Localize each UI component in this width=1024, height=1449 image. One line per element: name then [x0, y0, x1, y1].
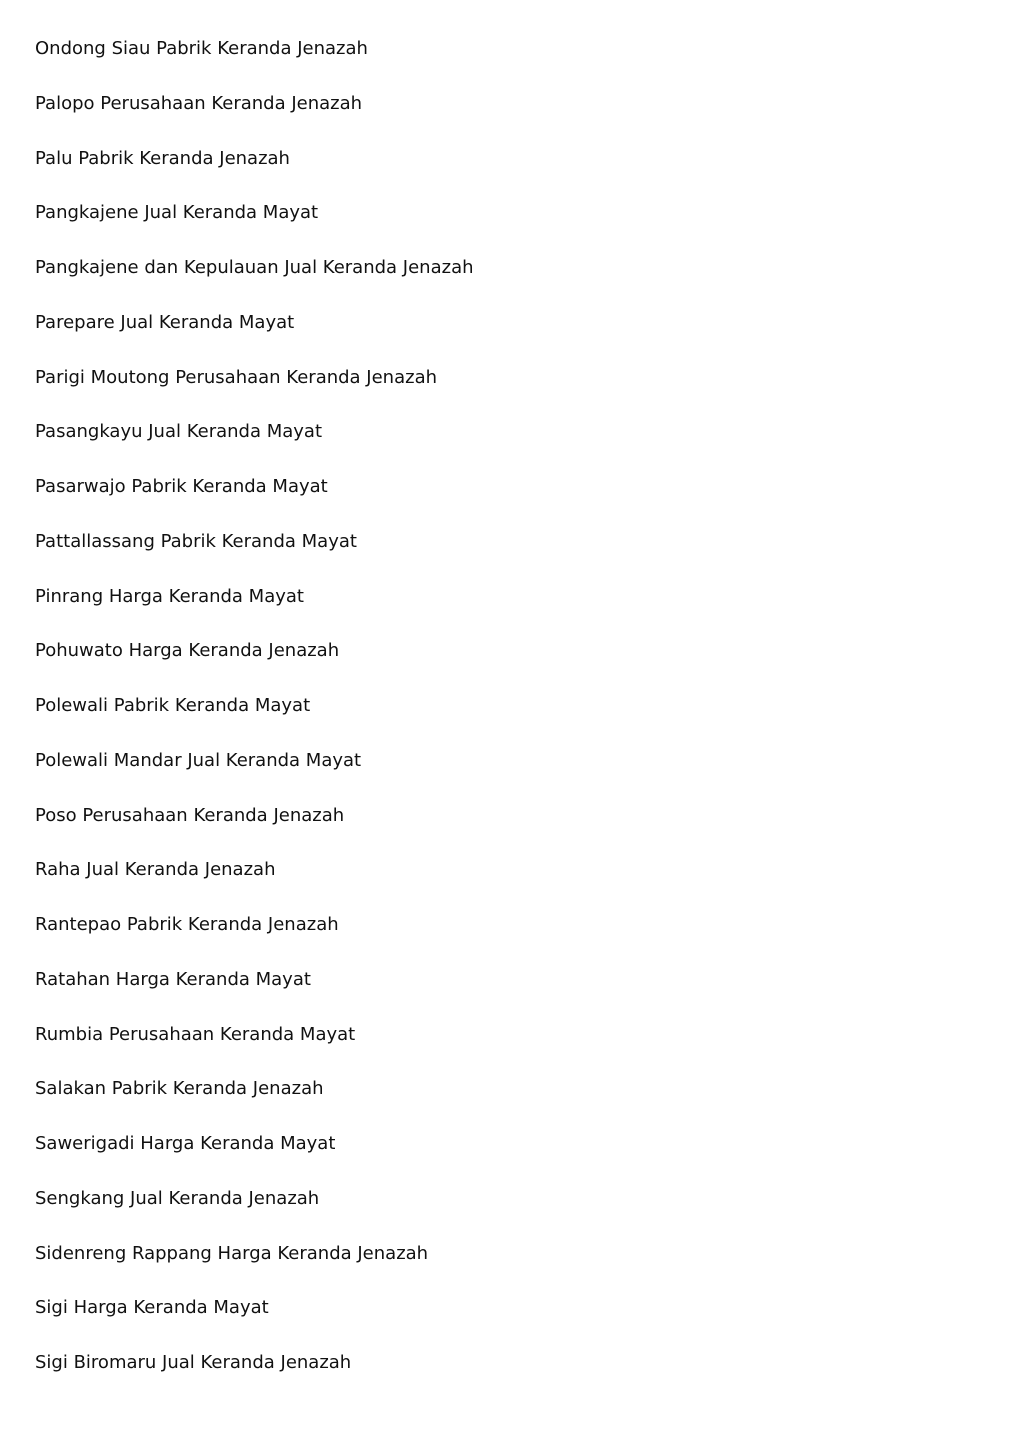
- list-item: Ratahan Harga Keranda Mayat: [35, 968, 311, 990]
- list-item: Pangkajene dan Kepulauan Jual Keranda Jenazah: [35, 257, 474, 278]
- list-item: Sigi Biromaru Jual Keranda Jenazah: [35, 1352, 352, 1373]
- list-item: Poso Perusahaan Keranda Jenazah: [35, 804, 345, 826]
- list-item: Pohuwato Harga Keranda Jenazah: [35, 640, 340, 662]
- list-item: Polewali Pabrik Keranda Mayat: [35, 695, 311, 716]
- list-item: Raha Jual Keranda Jenazah: [35, 859, 276, 881]
- list-item: Sawerigadi Harga Keranda Mayat: [35, 1133, 336, 1154]
- list-item: Polewali Mandar Jual Keranda Mayat: [35, 749, 362, 771]
- location-list: [35, 36, 975, 1405]
- list-item: Salakan Pabrik Keranda Jenazah: [35, 1078, 324, 1100]
- list-item: Pinrang Harga Keranda Mayat: [35, 585, 304, 607]
- list-item: Sigi Harga Keranda Mayat: [35, 1297, 269, 1319]
- list-item: Sidenreng Rappang Harga Keranda Jenazah: [35, 1242, 429, 1264]
- list-item: Pasarwajo Pabrik Keranda Mayat: [35, 476, 328, 497]
- list-item: Parepare Jual Keranda Mayat: [35, 311, 295, 333]
- list-item: Ondong Siau Pabrik Keranda Jenazah: [35, 38, 368, 59]
- list-item: Rantepao Pabrik Keranda Jenazah: [35, 914, 339, 935]
- list-item: Sengkang Jual Keranda Jenazah: [35, 1187, 320, 1209]
- list-item: Palopo Perusahaan Keranda Jenazah: [35, 92, 363, 114]
- list-item: Rumbia Perusahaan Keranda Mayat: [35, 1023, 356, 1045]
- list-item: Parigi Moutong Perusahaan Keranda Jenazah: [35, 366, 438, 388]
- list-item: Pangkajene Jual Keranda Mayat: [35, 202, 319, 224]
- list-item: Pattallassang Pabrik Keranda Mayat: [35, 530, 357, 552]
- list-item: Palu Pabrik Keranda Jenazah: [35, 147, 290, 169]
- list-item: Pasangkayu Jual Keranda Mayat: [35, 421, 323, 443]
